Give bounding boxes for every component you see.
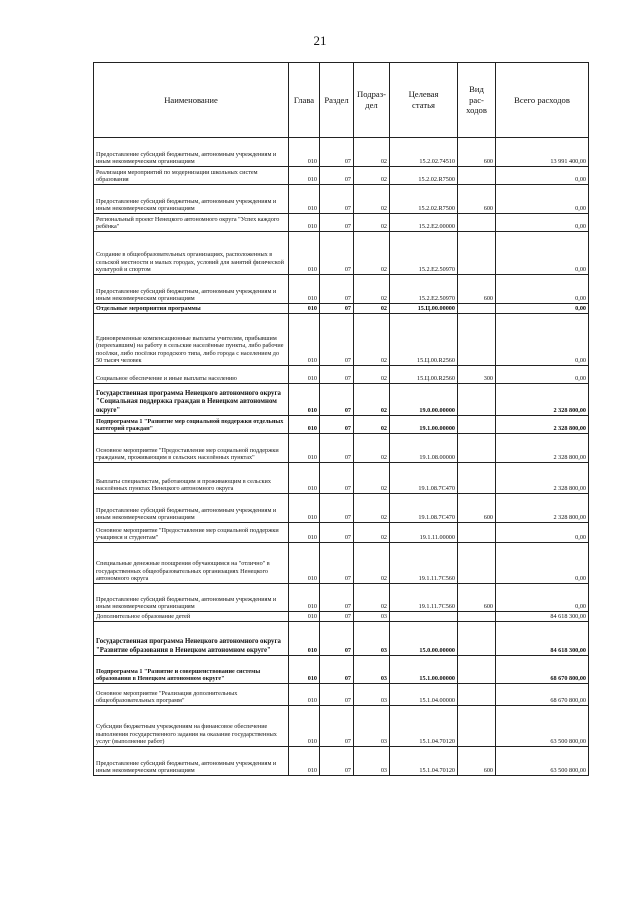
cell-vid (458, 304, 496, 314)
cell-name: Социальное обеспечение и иные выплаты населению (94, 366, 289, 384)
cell-razdel: 07 (320, 416, 354, 434)
header-total: Всего расходов (496, 63, 589, 138)
cell-vid: 600 (458, 494, 496, 523)
table-body (94, 138, 589, 776)
cell-glava: 010 (289, 706, 320, 747)
cell-vid: 600 (458, 275, 496, 304)
table-row (94, 612, 589, 622)
cell-total: 0,00 (496, 167, 589, 185)
cell-total: 0,00 (496, 214, 589, 232)
cell-razdel: 07 (320, 214, 354, 232)
cell-glava: 010 (289, 138, 320, 167)
cell-podrazdel: 03 (354, 706, 390, 747)
cell-podrazdel: 02 (354, 584, 390, 612)
cell-total: 0,00 (496, 523, 589, 543)
cell-celevaya: 19.1.08.00000 (390, 434, 458, 463)
cell-celevaya: 15.2.02.74510 (390, 138, 458, 167)
cell-podrazdel: 03 (354, 612, 390, 622)
cell-total: 0,00 (496, 232, 589, 275)
table-row (94, 684, 589, 706)
cell-glava: 010 (289, 584, 320, 612)
cell-total: 84 618 300,00 (496, 622, 589, 656)
cell-glava: 010 (289, 167, 320, 185)
header-razdel: Раздел (320, 63, 354, 138)
cell-celevaya: 15.2.E2.00000 (390, 214, 458, 232)
cell-razdel: 07 (320, 706, 354, 747)
cell-podrazdel: 03 (354, 656, 390, 684)
cell-celevaya: 15.0.00.00000 (390, 622, 458, 656)
cell-podrazdel: 02 (354, 185, 390, 214)
cell-razdel: 07 (320, 167, 354, 185)
cell-total: 0,00 (496, 275, 589, 304)
table-row (94, 543, 589, 584)
cell-celevaya: 19.1.11.7C560 (390, 584, 458, 612)
cell-celevaya: 19.1.11.7C560 (390, 543, 458, 584)
cell-podrazdel: 02 (354, 366, 390, 384)
cell-podrazdel: 02 (354, 494, 390, 523)
cell-podrazdel: 02 (354, 523, 390, 543)
table-row (94, 275, 589, 304)
header-name: Наименование (94, 63, 289, 138)
cell-vid: 600 (458, 185, 496, 214)
cell-vid (458, 416, 496, 434)
cell-glava: 010 (289, 185, 320, 214)
header-vid: Вид рас- ходов (458, 63, 496, 138)
table-row (94, 747, 589, 776)
cell-name: Предоставление субсидий бюджетным, автономным учреждениям и иным некоммерческим организациям (94, 275, 289, 304)
cell-razdel: 07 (320, 747, 354, 776)
table-row (94, 434, 589, 463)
cell-celevaya: 15.Ц.00.R2560 (390, 366, 458, 384)
cell-celevaya: 15.1.04.70120 (390, 706, 458, 747)
cell-celevaya: 19.1.11.00000 (390, 523, 458, 543)
cell-podrazdel: 02 (354, 275, 390, 304)
cell-razdel: 07 (320, 622, 354, 656)
cell-vid (458, 314, 496, 366)
cell-celevaya: 15.2.02.R7500 (390, 185, 458, 214)
table-row (94, 523, 589, 543)
cell-celevaya: 19.1.08.7C470 (390, 463, 458, 494)
cell-vid (458, 384, 496, 416)
cell-celevaya: 15.2.02.R7500 (390, 167, 458, 185)
cell-total: 2 328 800,00 (496, 434, 589, 463)
table-row (94, 416, 589, 434)
cell-total: 2 328 800,00 (496, 416, 589, 434)
cell-total: 0,00 (496, 543, 589, 584)
cell-glava: 010 (289, 684, 320, 706)
cell-razdel: 07 (320, 366, 354, 384)
table-row (94, 185, 589, 214)
cell-glava: 010 (289, 304, 320, 314)
cell-name: Отдельные мероприятия программы (94, 304, 289, 314)
cell-total: 63 500 800,00 (496, 706, 589, 747)
cell-podrazdel: 02 (354, 416, 390, 434)
cell-name: Государственная программа Ненецкого автономного округа "Социальная поддержка граждан в Ненецком автономном округе" (94, 384, 289, 416)
cell-name: Основное мероприятие "Реализация дополнительных общеобразовательных программ" (94, 684, 289, 706)
cell-vid (458, 622, 496, 656)
cell-vid (458, 434, 496, 463)
cell-total: 0,00 (496, 584, 589, 612)
table-row (94, 304, 589, 314)
table-row (94, 656, 589, 684)
cell-razdel: 07 (320, 232, 354, 275)
table-row (94, 138, 589, 167)
cell-vid: 600 (458, 138, 496, 167)
header-celevaya: Целевая статья (390, 63, 458, 138)
cell-celevaya: 15.1.04.70120 (390, 747, 458, 776)
cell-celevaya: 19.0.00.00000 (390, 384, 458, 416)
cell-glava: 010 (289, 747, 320, 776)
cell-razdel: 07 (320, 463, 354, 494)
cell-podrazdel: 02 (354, 138, 390, 167)
cell-razdel: 07 (320, 584, 354, 612)
cell-podrazdel: 02 (354, 434, 390, 463)
cell-vid (458, 543, 496, 584)
cell-vid: 300 (458, 366, 496, 384)
cell-razdel: 07 (320, 384, 354, 416)
cell-podrazdel: 02 (354, 314, 390, 366)
cell-total: 63 500 800,00 (496, 747, 589, 776)
cell-razdel: 07 (320, 275, 354, 304)
cell-celevaya: 15.2.E2.50970 (390, 232, 458, 275)
cell-glava: 010 (289, 543, 320, 584)
cell-name: Реализация мероприятий по модернизации школьных систем образования (94, 167, 289, 185)
cell-glava: 010 (289, 434, 320, 463)
cell-vid (458, 167, 496, 185)
table-header-row (94, 63, 589, 138)
cell-podrazdel: 03 (354, 622, 390, 656)
cell-razdel: 07 (320, 434, 354, 463)
cell-total: 0,00 (496, 366, 589, 384)
cell-celevaya: 19.1.08.7C470 (390, 494, 458, 523)
cell-vid (458, 214, 496, 232)
cell-vid: 600 (458, 584, 496, 612)
cell-podrazdel: 02 (354, 232, 390, 275)
cell-total: 13 991 400,00 (496, 138, 589, 167)
cell-name: Субсидии бюджетным учреждениям на финансовое обеспечение выполнения государственного задания на оказание государственных услуг (выполнение работ) (94, 706, 289, 747)
cell-celevaya: 19.1.00.00000 (390, 416, 458, 434)
cell-total: 2 328 800,00 (496, 494, 589, 523)
cell-name: Подпрограмма 1 "Развитие и совершенствование системы образования в Ненецком автономном округе" (94, 656, 289, 684)
cell-podrazdel: 02 (354, 463, 390, 494)
cell-vid: 600 (458, 747, 496, 776)
table-row (94, 463, 589, 494)
cell-total: 68 670 800,00 (496, 656, 589, 684)
header-glava: Глава (289, 63, 320, 138)
table-row (94, 494, 589, 523)
cell-razdel: 07 (320, 612, 354, 622)
cell-razdel: 07 (320, 656, 354, 684)
cell-podrazdel: 03 (354, 684, 390, 706)
cell-celevaya: 15.Ц.00.R2560 (390, 314, 458, 366)
cell-podrazdel: 03 (354, 747, 390, 776)
cell-razdel: 07 (320, 684, 354, 706)
page-number: 21 (313, 33, 327, 48)
cell-name: Единовременные компенсационные выплаты учителям, прибывшим (переехавшим) на работу в сельские населённые пункты, либо рабочие посёлки, либо посёлки городского типа, либо города с населением до 50 тысяч человек (94, 314, 289, 366)
cell-name: Государственная программа Ненецкого автономного округа "Развитие образования в Ненецком автономном округе" (94, 622, 289, 656)
budget-table (93, 62, 589, 776)
cell-total: 2 328 800,00 (496, 384, 589, 416)
cell-total: 0,00 (496, 185, 589, 214)
cell-vid (458, 684, 496, 706)
cell-glava: 010 (289, 656, 320, 684)
cell-name: Предоставление субсидий бюджетным, автономным учреждениям и иным некоммерческим организациям (94, 494, 289, 523)
cell-celevaya: 15.1.04.00000 (390, 684, 458, 706)
cell-podrazdel: 02 (354, 543, 390, 584)
cell-glava: 010 (289, 275, 320, 304)
header-podrazdel: Подраз- дел (354, 63, 390, 138)
cell-total: 0,00 (496, 304, 589, 314)
cell-celevaya (390, 612, 458, 622)
table-row (94, 214, 589, 232)
cell-vid (458, 612, 496, 622)
cell-glava: 010 (289, 366, 320, 384)
cell-razdel: 07 (320, 543, 354, 584)
table-row (94, 167, 589, 185)
cell-glava: 010 (289, 232, 320, 275)
cell-glava: 010 (289, 622, 320, 656)
cell-total: 84 618 300,00 (496, 612, 589, 622)
cell-name: Выплаты специалистам, работающим и проживающим в сельских населённых пунктах Ненецкого автономного округа (94, 463, 289, 494)
cell-glava: 010 (289, 384, 320, 416)
cell-celevaya: 15.Ц.00.00000 (390, 304, 458, 314)
cell-glava: 010 (289, 463, 320, 494)
cell-razdel: 07 (320, 523, 354, 543)
cell-glava: 010 (289, 416, 320, 434)
table-row (94, 584, 589, 612)
cell-glava: 010 (289, 523, 320, 543)
cell-name: Региональный проект Ненецкого автономного округа "Успех каждого ребёнка" (94, 214, 289, 232)
cell-name: Дополнительное образование детей (94, 612, 289, 622)
cell-name: Подпрограмма 1 "Развитие мер социальной поддержки отдельных категорий граждан" (94, 416, 289, 434)
cell-celevaya: 15.2.E2.50970 (390, 275, 458, 304)
cell-vid (458, 463, 496, 494)
cell-total: 2 328 800,00 (496, 463, 589, 494)
cell-razdel: 07 (320, 304, 354, 314)
cell-name: Предоставление субсидий бюджетным, автономным учреждениям и иным некоммерческим организациям (94, 584, 289, 612)
cell-name: Предоставление субсидий бюджетным, автономным учреждениям и иным некоммерческим организациям (94, 138, 289, 167)
cell-razdel: 07 (320, 138, 354, 167)
cell-glava: 010 (289, 314, 320, 366)
cell-vid (458, 523, 496, 543)
cell-podrazdel: 02 (354, 304, 390, 314)
cell-glava: 010 (289, 494, 320, 523)
cell-celevaya: 15.1.00.00000 (390, 656, 458, 684)
cell-podrazdel: 02 (354, 384, 390, 416)
cell-name: Создание в общеобразовательных организациях, расположенных в сельской местности и малых городах, условий для занятий физической культурой и спортом (94, 232, 289, 275)
table-row (94, 314, 589, 366)
cell-razdel: 07 (320, 494, 354, 523)
cell-razdel: 07 (320, 314, 354, 366)
cell-name: Специальные денежные поощрения обучающимся на "отлично" в государственных общеобразовательных организациях Ненецкого автономного округа (94, 543, 289, 584)
table-row (94, 366, 589, 384)
table-row (94, 232, 589, 275)
cell-total: 68 670 800,00 (496, 684, 589, 706)
cell-name: Предоставление субсидий бюджетным, автономным учреждениям и иным некоммерческим организациям (94, 185, 289, 214)
table-row (94, 622, 589, 656)
cell-podrazdel: 02 (354, 167, 390, 185)
cell-razdel: 07 (320, 185, 354, 214)
cell-glava: 010 (289, 214, 320, 232)
cell-podrazdel: 02 (354, 214, 390, 232)
cell-name: Предоставление субсидий бюджетным, автономным учреждениям и иным некоммерческим организациям (94, 747, 289, 776)
cell-glava: 010 (289, 612, 320, 622)
table-row (94, 706, 589, 747)
cell-vid (458, 656, 496, 684)
table-row (94, 384, 589, 416)
cell-vid (458, 232, 496, 275)
cell-total: 0,00 (496, 314, 589, 366)
cell-vid (458, 706, 496, 747)
cell-name: Основное мероприятие "Предоставление мер социальной поддержки гражданам, проживающим в сельских населённых пунктах" (94, 434, 289, 463)
cell-name: Основное мероприятие "Предоставление мер социальной поддержки учащимся и студентам" (94, 523, 289, 543)
